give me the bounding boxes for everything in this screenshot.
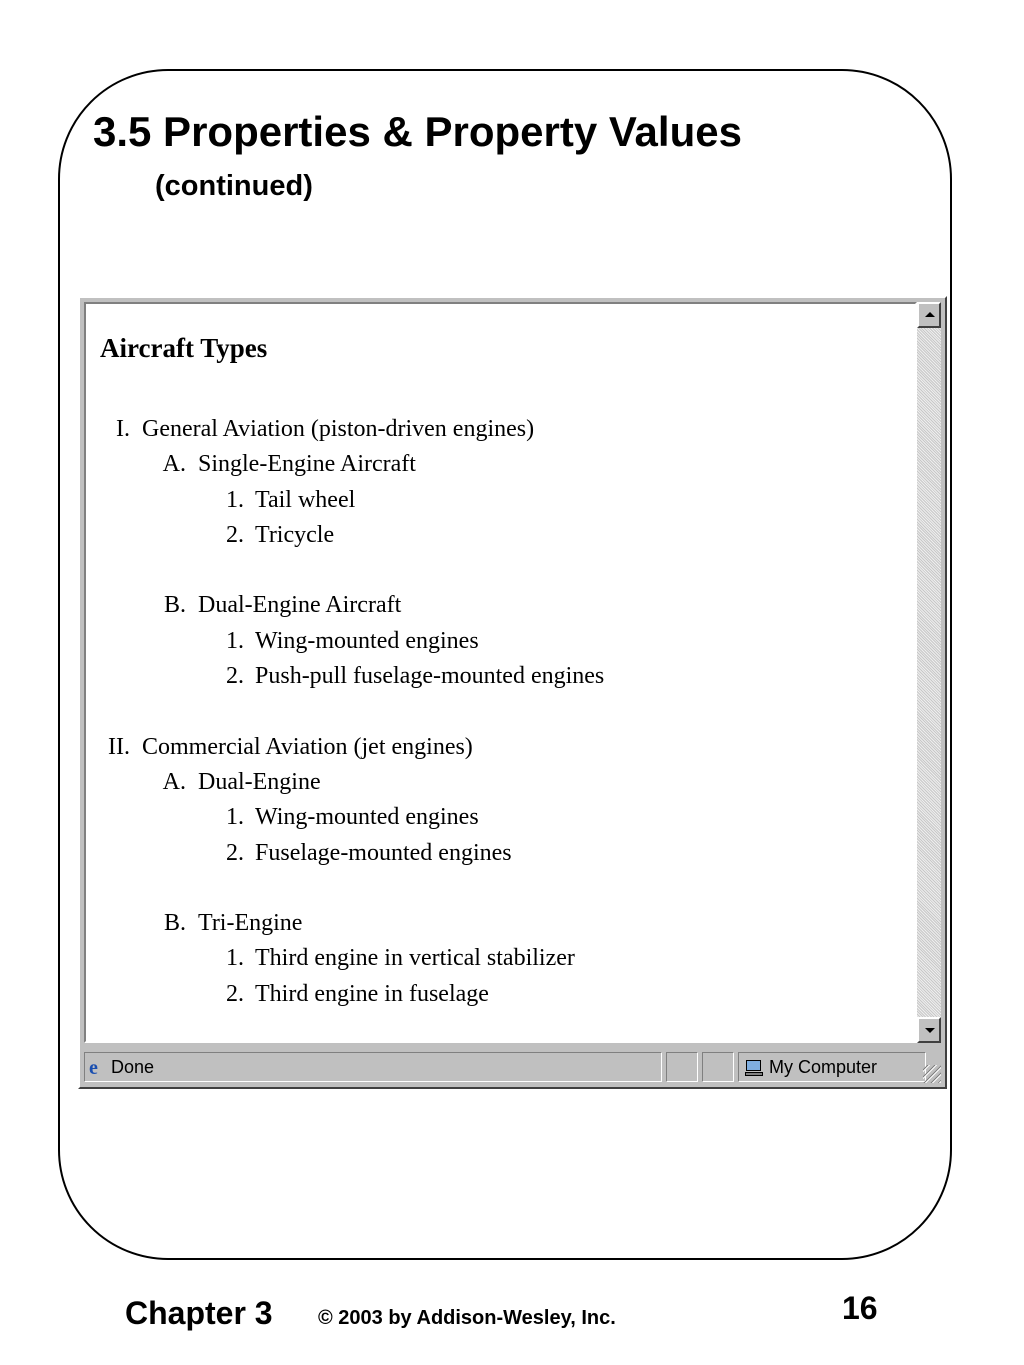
- status-bar: [82, 1049, 943, 1085]
- outline-item: [100, 836, 915, 871]
- spacer: [100, 694, 915, 729]
- outline-text: Third engine in vertical stabilizer: [255, 945, 575, 972]
- browser-viewport: [84, 302, 917, 1043]
- spacer: [100, 871, 915, 906]
- scroll-up-button[interactable]: [917, 302, 941, 328]
- outline-item: [100, 624, 915, 659]
- outline-marker: 2.: [226, 521, 244, 548]
- outline-item: [100, 447, 915, 482]
- outline-item: [100, 730, 915, 765]
- footer-chapter: Chapter 3: [125, 1295, 273, 1331]
- outline-item: [100, 483, 915, 518]
- outline-text: Single-Engine Aircraft: [198, 451, 416, 478]
- computer-icon: [745, 1060, 763, 1076]
- document-content: [100, 328, 915, 1012]
- outline-text: Fuselage-mounted engines: [255, 839, 512, 866]
- outline-marker: B.: [163, 592, 186, 619]
- page-number: 16: [842, 1290, 878, 1326]
- zone-pane: [738, 1052, 926, 1082]
- arrow-down-icon: [925, 1028, 935, 1033]
- browser-window: [78, 296, 947, 1089]
- outline-marker: II.: [108, 733, 130, 760]
- outline-marker: 2.: [226, 839, 244, 866]
- outline-marker: A.: [162, 451, 186, 478]
- outline-item: [100, 588, 915, 623]
- outline-text: Tail wheel: [255, 486, 356, 513]
- outline-marker: 1.: [226, 486, 244, 513]
- outline-marker: A.: [162, 768, 186, 795]
- outline-item: [100, 977, 915, 1012]
- outline-marker: B.: [163, 910, 186, 937]
- outline-marker: 1.: [226, 627, 244, 654]
- slide-subtitle: (continued): [155, 170, 313, 202]
- outline-text: Wing-mounted engines: [255, 804, 479, 831]
- outline-item: [100, 412, 915, 447]
- zone-text: My Computer: [769, 1057, 878, 1077]
- outline-item: [100, 941, 915, 976]
- outline-text: Commercial Aviation (jet engines): [142, 733, 473, 760]
- outline-marker: I.: [116, 416, 130, 442]
- outline-text: Dual-Engine: [198, 768, 321, 795]
- outline-text: General Aviation (piston-driven engines): [142, 416, 535, 442]
- vertical-scrollbar[interactable]: [917, 302, 941, 1043]
- outline-item: [100, 906, 915, 941]
- spacer: [100, 553, 915, 588]
- outline-marker: 1.: [226, 804, 244, 831]
- resize-grip-icon[interactable]: [923, 1065, 941, 1083]
- outline-marker: 2.: [226, 980, 244, 1007]
- outline-item: [100, 518, 915, 553]
- outline-marker: 1.: [226, 945, 244, 972]
- status-pane-empty: [666, 1052, 698, 1082]
- outline-text: Tri-Engine: [198, 910, 303, 937]
- footer-copyright: © 2003 by Addison-Wesley, Inc.: [318, 1307, 616, 1329]
- document-heading: Aircraft Types: [100, 333, 268, 363]
- outline-item: [100, 659, 915, 694]
- outline-text: Dual-Engine Aircraft: [198, 592, 402, 619]
- outline-item: [100, 765, 915, 800]
- status-text: Done: [111, 1057, 155, 1077]
- status-pane-empty: [702, 1052, 734, 1082]
- slide-title: 3.5 Properties & Property Values: [93, 108, 742, 155]
- arrow-up-icon: [925, 312, 935, 317]
- status-pane: [84, 1052, 662, 1082]
- outline-marker: 2.: [226, 663, 244, 690]
- ie-page-icon: e: [89, 1057, 98, 1080]
- outline-text: Push-pull fuselage-mounted engines: [255, 663, 605, 690]
- outline-text: Third engine in fuselage: [255, 980, 489, 1007]
- scroll-down-button[interactable]: [917, 1017, 941, 1043]
- outline-item: [100, 800, 915, 835]
- outline-text: Wing-mounted engines: [255, 627, 479, 654]
- outline-text: Tricycle: [255, 521, 335, 548]
